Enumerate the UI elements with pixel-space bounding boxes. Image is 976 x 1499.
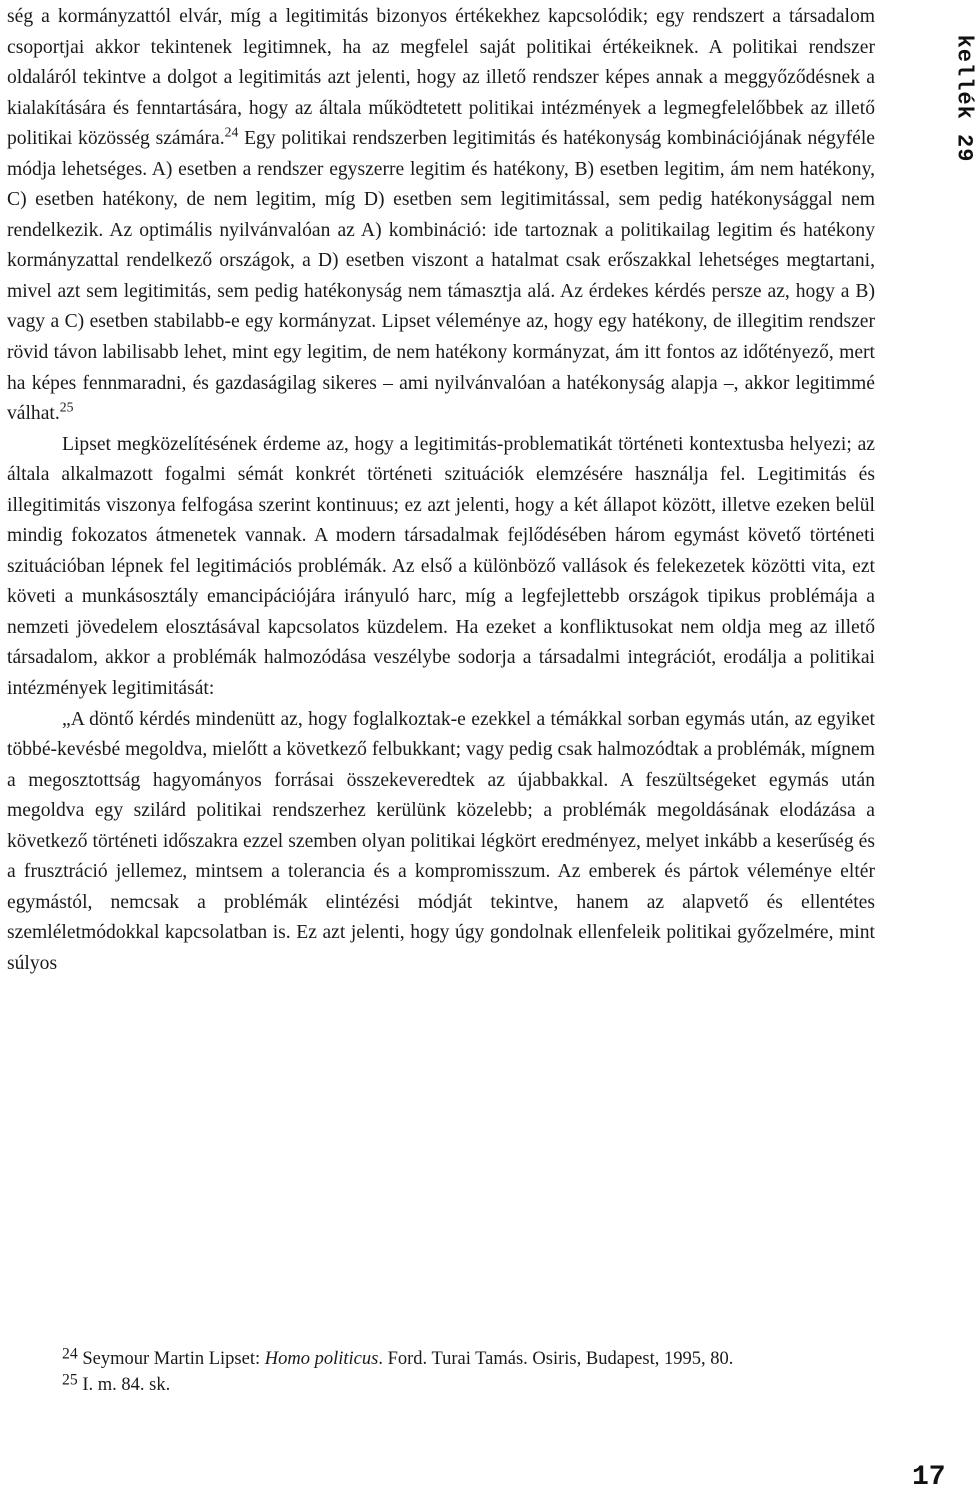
page-number: 17 xyxy=(912,1462,946,1493)
footnotes xyxy=(62,1346,875,1398)
paragraph-1-part-b: Egy politikai rendszerben legitimitás és hatékonyság kombinációjának négyféle módja lehetséges. A) esetben a rendszer egyszerre legitim és hatékony, B) esetben legitim, ám nem hatékony, C) esetben hatékony, de nem legitim, míg D) esetben sem legitimitással, sem pedig hatékonysággal nem rendelkezik. Az optimális nyilvánvalóan az A) kombináció: ide tartoznak a politikailag legitim és hatékony kormányzattal rendelkező országok, a D) esetben viszont a hatalmat csak erőszakkal lehetséges megtartani, mivel azt sem legitimitás, sem pedig hatékonyság nem támasztja alá. Az érdekes kérdés persze az, hogy a B) vagy a C) esetben stabilabb-e egy kormányzat. Lipset véleménye az, hogy egy hatékony, de illegitim rendszer rövid távon labilisabb lehet, mint egy legitim, de nem hatékony kormányzat, ám itt fontos az időtényező, mert ha képes fennmaradni, és gazdaságilag sikeres – ami nyilvánvalóan a hatékonyság alapja –, akkor legitimmé válhat. xyxy=(7,128,875,425)
footnote-ref-25: 25 xyxy=(59,399,74,415)
footnote-number: 24 xyxy=(62,1345,78,1363)
footnote-text-end: . Ford. Turai Tamás. Osiris, Budapest, 1995, 80. xyxy=(378,1349,734,1369)
paragraph-1-part-a: ség a kormányzattól elvár, míg a legitimitás bizonyos értékekhez kapcsolódik; egy rendszert a társadalom csoportjai akkor tekintenek legitimnek, ha az megfelel saját politikai értékeiknek. A politikai rendszer oldaláról tekintve a dolgot a legitimitás azt jelenti, hogy az illető rendszer képes annak a meggyőződésnek a kialakítására és fenntartására, hogy az általa működtetett politikai intézmények a legmegfelelőbbek az illető politikai közösség számára. xyxy=(7,6,875,150)
paragraph-2: Lipset megközelítésének érdeme az, hogy a legitimitás-problematikát történeti kontextusba helyezi; az általa alkalmazott fogalmi sémát konkrét történeti szituációk elemzésére használja fel. Legitimitás és illegitimitás viszonya felfogása szerint kontinuus; ez azt jelenti, hogy a két állapot között, illetve ezeken belül mindig fokozatos átmenetek vannak. A modern társadalmak fejlődésében három egymást követő történeti szituációban lépnek fel legitimációs problémák. Az első a különböző vallások és felekezetek közötti vita, ezt követi a munkásosztály emancipációjára irányuló harc, míg a legfejlettebb országok tipikus problémája a nemzeti jövedelem elosztásával kapcsolatos küzdelem. Ha ezeket a konfliktusokat nem oldja meg az illető társadalom, akkor a problémák halmozódása veszélybe sodorja a társadalmi integrációt, erodálja a politikai intézmények legitimitását: xyxy=(7,433,875,700)
main-text xyxy=(7,2,875,980)
quotation-paragraph: „A döntő kérdés mindenütt az, hogy foglalkoztak-e ezekkel a témákkal sorban egymás után, az egyiket többé-kevésbé megoldva, mielőtt a következő felbukkant; vagy pedig csak halmozódtak a problémák, mígnem a megosztottság hagyományos forrásai összekeveredtek az újabbakkal. A feszültségeket egymás után megoldva egy szilárd politikai rendszerhez kerülünk közelebb; a problémák megoldásának elodázása a következő történeti időszakra ezzel szemben olyan politikai légkört eredményez, melyet inkább a keserűség és a frusztráció jellemez, mintsem a tolerancia és a kompromisszum. Az emberek és pártok véleménye eltér egymástól, nemcsak a problémák elintézési módját tekintve, hanem az alapvető és ellentétes szemléletmódokkal kapcsolatban is. Ez azt jelenti, hogy úgy gondolnak ellenfeleik politikai győzelmére, mint súlyos xyxy=(7,708,875,974)
paragraph-1 xyxy=(7,2,875,430)
footnote-ref-24: 24 xyxy=(224,124,239,140)
footnote-text: I. m. 84. sk. xyxy=(77,1375,171,1395)
footnote-25 xyxy=(62,1372,875,1398)
journal-running-head: kellék 29 xyxy=(951,34,976,163)
footnote-book-title: Homo politicus xyxy=(264,1349,379,1369)
footnote-24 xyxy=(62,1346,875,1372)
footnote-text: Seymour Martin Lipset: xyxy=(77,1349,265,1369)
footnote-number: 25 xyxy=(62,1371,78,1389)
